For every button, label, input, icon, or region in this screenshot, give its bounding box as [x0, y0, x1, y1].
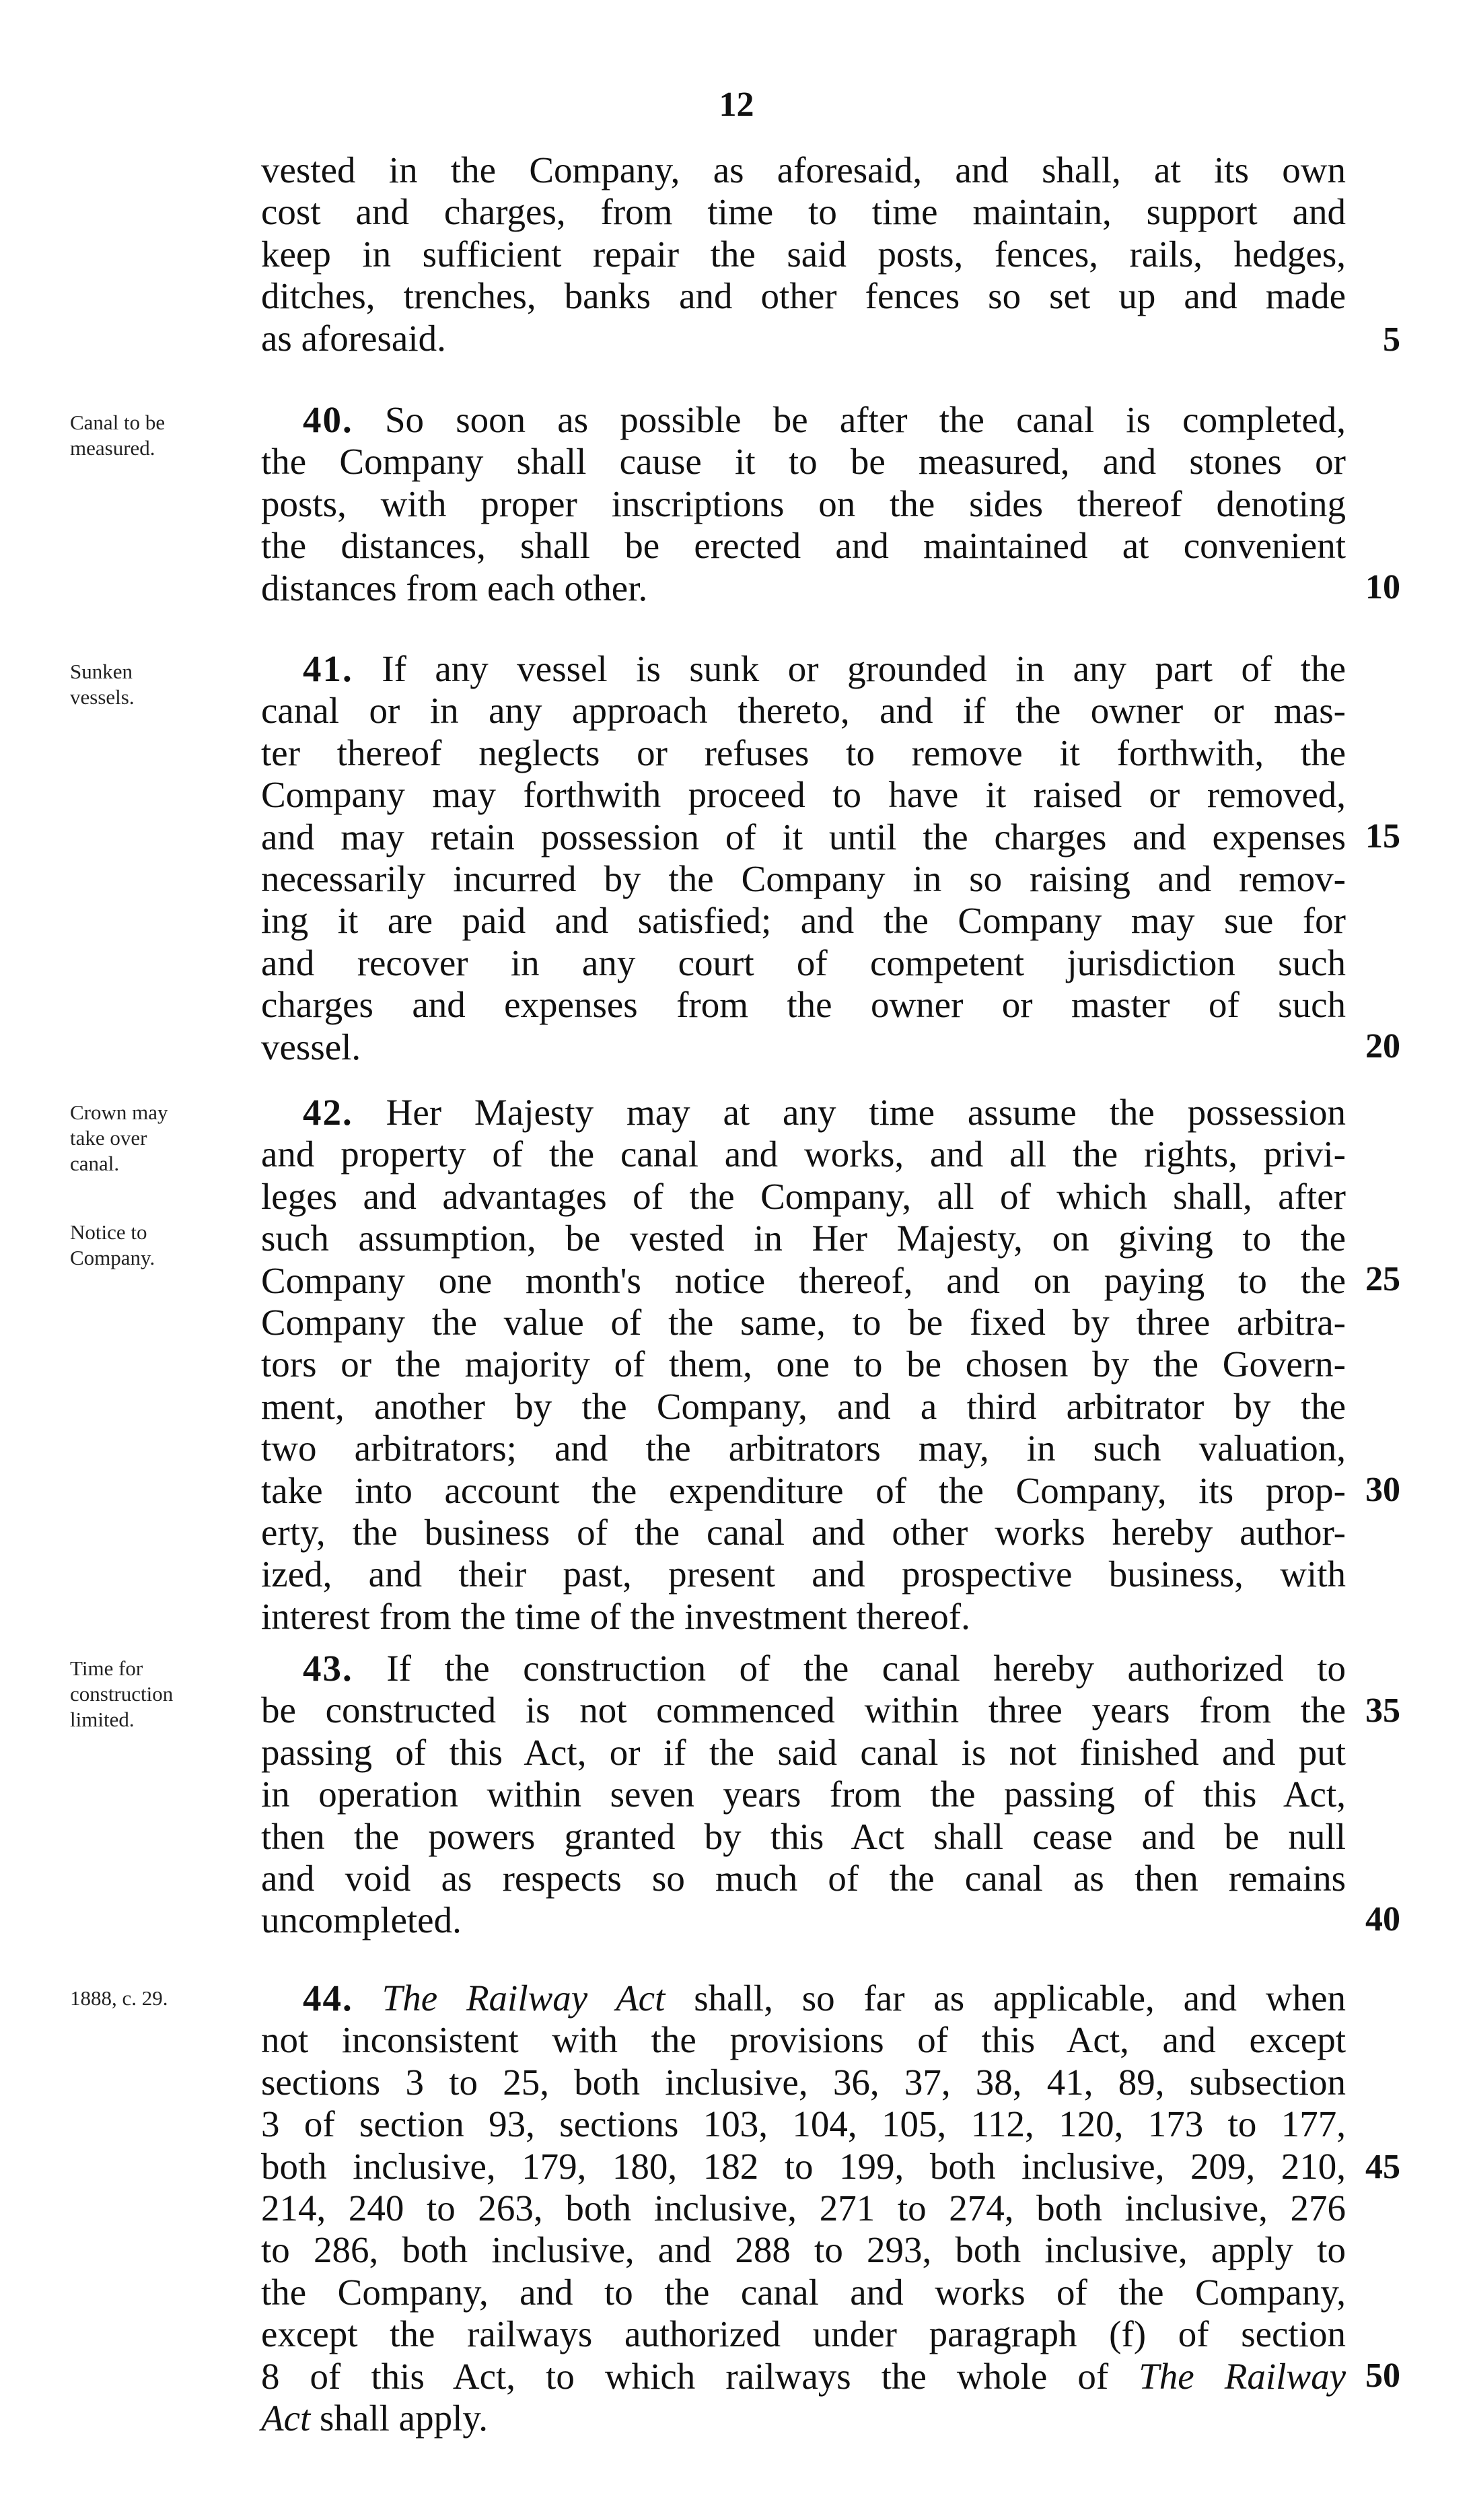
page-number: 12 — [719, 85, 754, 124]
margin-note — [70, 410, 245, 461]
line-number: 45 — [1365, 2148, 1400, 2186]
text-line: to 286, both inclusive, and 288 to 293, both inclusive, apply to — [261, 2229, 1346, 2271]
text-line: Her Majesty may at any time assume the possession — [386, 1092, 1346, 1133]
margin-note-line: canal. — [70, 1152, 120, 1175]
margin-note — [70, 1986, 245, 2011]
text-line: 8 of this Act, to which railways the whole of — [261, 2355, 1109, 2397]
line-number: 30 — [1365, 1471, 1400, 1509]
margin-note-line: Canal to be — [70, 411, 166, 434]
text-line: Company the value of the same, to be fixed by three arbitra- — [261, 1301, 1346, 1343]
text-line: and recover in any court of competent jurisdiction such — [261, 942, 1346, 983]
margin-note-line: Sunken — [70, 660, 133, 683]
text-line: So soon as possible be after the canal is completed, — [384, 399, 1346, 440]
text-line: take into account the expenditure of the Company, its prop- — [261, 1469, 1346, 1511]
text-line: the distances, shall be erected and maintained at convenient — [261, 525, 1346, 567]
text-line: except the railways authorized under paragraph (f) of section — [261, 2313, 1346, 2355]
text-line: posts, with proper inscriptions on the sides thereof denoting — [261, 483, 1346, 524]
paragraph-text — [261, 149, 1346, 359]
text-line: the Company shall cause it to be measured, and stones or — [261, 441, 1346, 483]
text-line: leges and advantages of the Company, all of which shall, after — [261, 1175, 1346, 1217]
text-line: If the construction of the canal hereby authorized to — [386, 1648, 1346, 1689]
section-text — [261, 1978, 1346, 2439]
margin-note-line: vessels. — [70, 685, 135, 709]
text-line: cost and charges, from time to time maintain, support and — [261, 191, 1346, 233]
section-text — [261, 399, 1346, 609]
text-line: shall apply. — [310, 2397, 489, 2439]
text-line: the Company, and to the canal and works of the Company, — [261, 2271, 1346, 2313]
text-line: charges and expenses from the owner or master of such — [261, 984, 1346, 1026]
line-number: 50 — [1365, 2356, 1400, 2395]
line-number: 40 — [1365, 1900, 1400, 1938]
text-line: then the powers granted by this Act shall cease and be null — [261, 1815, 1346, 1857]
text-line: 3 of section 93, sections 103, 104, 105, 112, 120, 173 to 177, — [261, 2103, 1346, 2145]
line-number: 20 — [1365, 1027, 1400, 1065]
text-line: two arbitrators; and the arbitrators may, in such valuation, — [261, 1428, 1346, 1469]
text-line: interest from the time of the investment thereof. — [261, 1595, 970, 1637]
text-line: Company may forthwith proceed to have it raised or removed, — [261, 774, 1346, 816]
line-number: 15 — [1365, 817, 1400, 855]
text-line: keep in sufficient repair the said posts, fences, rails, hedges, — [261, 233, 1346, 275]
margin-note-secondary — [70, 1220, 245, 1271]
text-line: ing it are paid and satisfied; and the Company may sue for — [261, 900, 1346, 942]
text-line: necessarily incurred by the Company in so raising and remov- — [261, 858, 1346, 899]
text-line: and may retain possession of it until the charges and expenses — [261, 816, 1346, 858]
line-number: 10 — [1365, 568, 1400, 606]
section-text — [261, 648, 1346, 1068]
text-line: and property of the canal and works, and all the rights, privi- — [261, 1133, 1346, 1175]
italic-act-title: The Railway — [1139, 2355, 1346, 2397]
text-line: ditches, trenches, banks and other fences so set up and made — [261, 275, 1346, 317]
line-number: 25 — [1365, 1260, 1400, 1298]
section-text — [261, 1648, 1346, 1942]
text-line: erty, the business of the canal and other works hereby author- — [261, 1511, 1346, 1553]
text-line: vested in the Company, as aforesaid, and shall, at its own — [261, 149, 1346, 190]
margin-note-line: 1888, c. 29. — [70, 1986, 168, 2010]
text-line: uncompleted. — [261, 1899, 462, 1941]
text-line: in operation within seven years from the passing of this Act, — [261, 1774, 1346, 1815]
text-line: and void as respects so much of the canal as then remains — [261, 1857, 1346, 1899]
text-line: ment, another by the Company, and a third arbitrator by the — [261, 1385, 1346, 1427]
text-line: 214, 240 to 263, both inclusive, 271 to 274, both inclusive, 276 — [261, 2187, 1346, 2229]
text-line: ter thereof neglects or refuses to remove it forthwith, the — [261, 732, 1346, 773]
text-line: tors or the majority of them, one to be chosen by the Govern- — [261, 1343, 1346, 1385]
text-line: vessel. — [261, 1026, 361, 1068]
margin-note — [70, 1100, 245, 1177]
margin-note-line: Notice to — [70, 1220, 147, 1244]
margin-note-line: Crown may — [70, 1100, 168, 1124]
section-number: 44. — [303, 1978, 353, 2019]
text-line: such assumption, be vested in Her Majesty, on giving to the — [261, 1218, 1346, 1259]
margin-note-line: measured. — [70, 436, 155, 460]
text-line: Company one month's notice thereof, and on paying to the — [261, 1259, 1346, 1301]
margin-note — [70, 659, 245, 710]
section-number: 43. — [303, 1648, 353, 1689]
text-line: canal or in any approach thereto, and if the owner or mas- — [261, 690, 1346, 732]
margin-note-line: limited. — [70, 1708, 135, 1731]
text-line: both inclusive, 179, 180, 182 to 199, both inclusive, 209, 210, — [261, 2145, 1346, 2187]
text-line: shall, so far as applicable, and when — [665, 1978, 1346, 2019]
text-line: passing of this Act, or if the said canal is not finished and put — [261, 1731, 1346, 1773]
margin-note-line: take over — [70, 1126, 147, 1150]
italic-act-title: Act — [261, 2397, 311, 2439]
section-text — [261, 1092, 1346, 1638]
text-line: distances from each other. — [261, 567, 648, 608]
section-number: 41. — [303, 648, 353, 689]
line-number: 35 — [1365, 1691, 1400, 1730]
margin-note — [70, 1656, 245, 1733]
text-line: be constructed is not commenced within three years from the — [261, 1689, 1346, 1731]
text-line: ized, and their past, present and prospective business, with — [261, 1553, 1346, 1595]
text-line: as aforesaid. — [261, 317, 446, 359]
section-number: 42. — [303, 1092, 353, 1133]
text-line: not inconsistent with the provisions of this Act, and except — [261, 2019, 1346, 2061]
margin-note-line: Time for — [70, 1656, 143, 1680]
text-line: If any vessel is sunk or grounded in any part of the — [382, 648, 1346, 689]
margin-note-line: construction — [70, 1682, 174, 1706]
text-line: sections 3 to 25, both inclusive, 36, 37, 38, 41, 89, subsection — [261, 2061, 1346, 2103]
italic-act-title: The Railway Act — [382, 1978, 666, 2019]
margin-note-line: Company. — [70, 1246, 155, 1269]
line-number: 5 — [1383, 320, 1400, 359]
section-number: 40. — [303, 399, 353, 440]
